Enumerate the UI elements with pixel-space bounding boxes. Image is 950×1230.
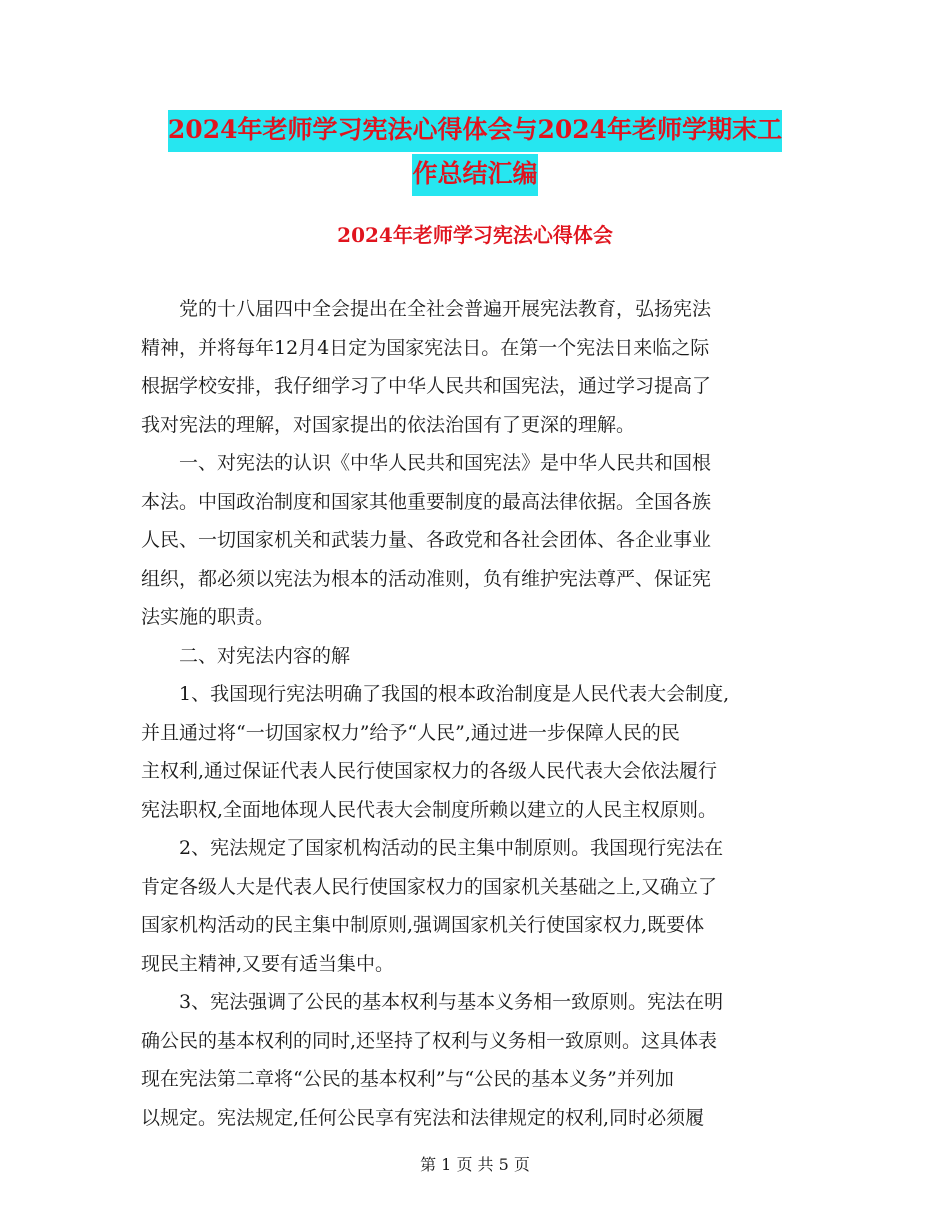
paragraph-section-2-heading — [141, 637, 821, 676]
title-highlight: 作总结汇编 — [412, 154, 537, 196]
paragraph-point-1 — [141, 675, 821, 829]
paragraph-line: 并且通过将“一切国家权力”给予“人民”,通过进一步保障人民的民 — [141, 721, 680, 744]
paragraph-line: 2、宪法规定了国家机构活动的民主集中制原则。我国现行宪法在 — [179, 837, 724, 859]
paragraph-line: 现在宪法第二章将“公民的基本权利”与“公民的基本义务”并列加 — [141, 1068, 674, 1090]
document-title-line-1 — [0, 117, 950, 142]
paragraph-point-3 — [141, 983, 821, 1137]
paragraph-line: 二、对宪法内容的解 — [179, 644, 351, 667]
paragraph-line: 一、对宪法的认识《中华人民共和国宪法》是中华人民共和国根 — [179, 452, 712, 474]
paragraph-line: 现民主精神,又要有适当集中。 — [141, 952, 395, 975]
paragraph-line: 3、宪法强调了公民的基本权利与基本义务相一致原则。宪法在明 — [179, 991, 724, 1013]
body-text — [141, 290, 821, 1137]
paragraph-line: 以规定。宪法规定,任何公民享有宪法和法律规定的权利,同时必须履 — [141, 1106, 705, 1129]
title-highlight: 2024年老师学习宪法心得体会与2024年老师学期末工 — [168, 110, 782, 152]
paragraph-line: 法实施的职责。 — [141, 606, 275, 628]
section-heading: 2024年老师学习宪法心得体会 — [337, 223, 613, 247]
paragraph-line: 国家机构活动的民主集中制原则,强调国家机关行使国家权力,既要体 — [141, 914, 705, 936]
paragraph-intro — [141, 290, 821, 444]
paragraph-line: 1、我国现行宪法明确了我国的根本政治制度是人民代表大会制度, — [179, 683, 730, 705]
paragraph-line: 宪法职权,全面地体现人民代表大会制度所赖以建立的人民主权原则。 — [141, 798, 718, 821]
document-title-line-2 — [0, 161, 950, 186]
paragraph-line: 我对宪法的理解，对国家提出的依法治国有了更深的理解。 — [141, 413, 636, 436]
paragraph-section-1 — [141, 444, 821, 637]
page-footer: 第 1 页 共 5 页 — [420, 1155, 530, 1174]
paragraph-line: 根据学校安排，我仔细学习了中华人民共和国宪法，通过学习提高了 — [141, 375, 712, 397]
paragraph-line: 党的十八届四中全会提出在全社会普遍开展宪法教育，弘扬宪法 — [179, 298, 712, 320]
paragraph-line: 组织，都必须以宪法为根本的活动准则，负有维护宪法尊严、保证宪 — [141, 567, 712, 590]
paragraph-line: 精神，并将每年12月4日定为国家宪法日。在第一个宪法日来临之际 — [141, 336, 710, 359]
paragraph-line: 肯定各级人大是代表人民行使国家权力的国家机关基础之上,又确立了 — [141, 875, 718, 898]
paragraph-line: 主权利,通过保证代表人民行使国家权力的各级人民代表大会依法履行 — [141, 760, 718, 782]
paragraph-line: 人民、一切国家机关和武装力量、各政党和各社会团体、各企业事业 — [141, 529, 712, 551]
paragraph-line: 确公民的基本权利的同时,还坚持了权利与义务相一致原则。这具体表 — [141, 1029, 718, 1052]
paragraph-line: 本法。中国政治制度和国家其他重要制度的最高法律依据。全国各族 — [141, 490, 712, 513]
paragraph-point-2 — [141, 829, 821, 983]
